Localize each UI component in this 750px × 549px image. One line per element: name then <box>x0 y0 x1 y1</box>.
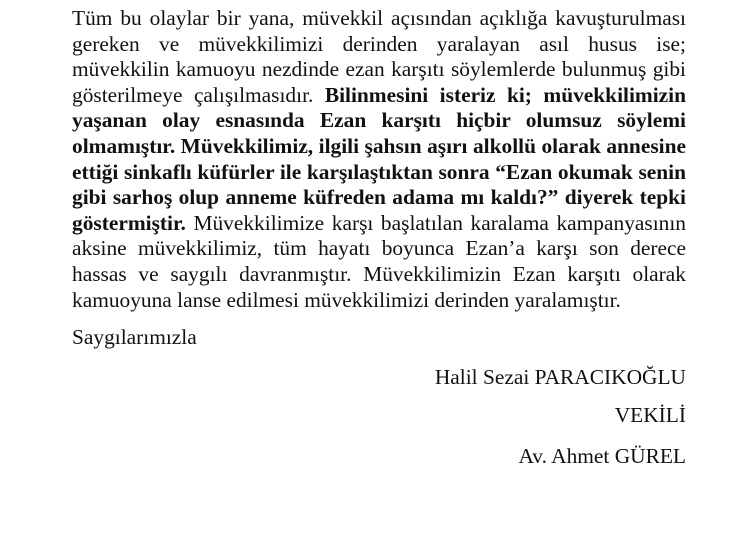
body-paragraph <box>72 6 686 313</box>
lawyer-name: Av. Ahmet GÜREL <box>518 443 686 468</box>
closing-salutation: Saygılarımızla <box>72 325 197 350</box>
signature-title: VEKİLİ <box>614 403 686 428</box>
client-name: Halil Sezai PARACIKOĞLU <box>434 364 686 389</box>
letter-page <box>72 6 686 470</box>
paragraph-bold-statement: Bilinmesini isteriz ki; müvekkilimizin yaşanan olay esnasında Ezan karşıtı hiçbir olumsuz söylemi olmamıştır. Müvekkilimiz, ilgili şahsın aşırı alkollü olarak annesine ettiği sinkaflı küfürler ile karşılaştıktan sonra “Ezan okumak senin gibi sarhoş olup anneme küfreden adama mı kaldı?” diyerek tepki göstermiştir. <box>72 82 686 235</box>
paragraph-text-intro: Tüm bu olaylar bir yana, müvekkil açısından açıklığa kavuşturulması gereken ve müvekkilimizi derinden yaralayan asıl husus ise; müvekkilin kamuoyu nezdinde ezan karşıtı söylemlerde bulunmuş gibi gösterilmeye çalışılmasıdır. <box>72 6 686 107</box>
paragraph-text-conclusion: Müvekkilimize karşı başlatılan karalama kampanyasının aksine müvekkilimiz, tüm hayatı boyunca Ezan’a karşı son derece hassas ve saygılı davranmıştır. Müvekkilimizin Ezan karşıtı olarak kamuoyuna lanse edilmesi müvekkilimizi derinden yaralamıştır. <box>72 210 686 312</box>
